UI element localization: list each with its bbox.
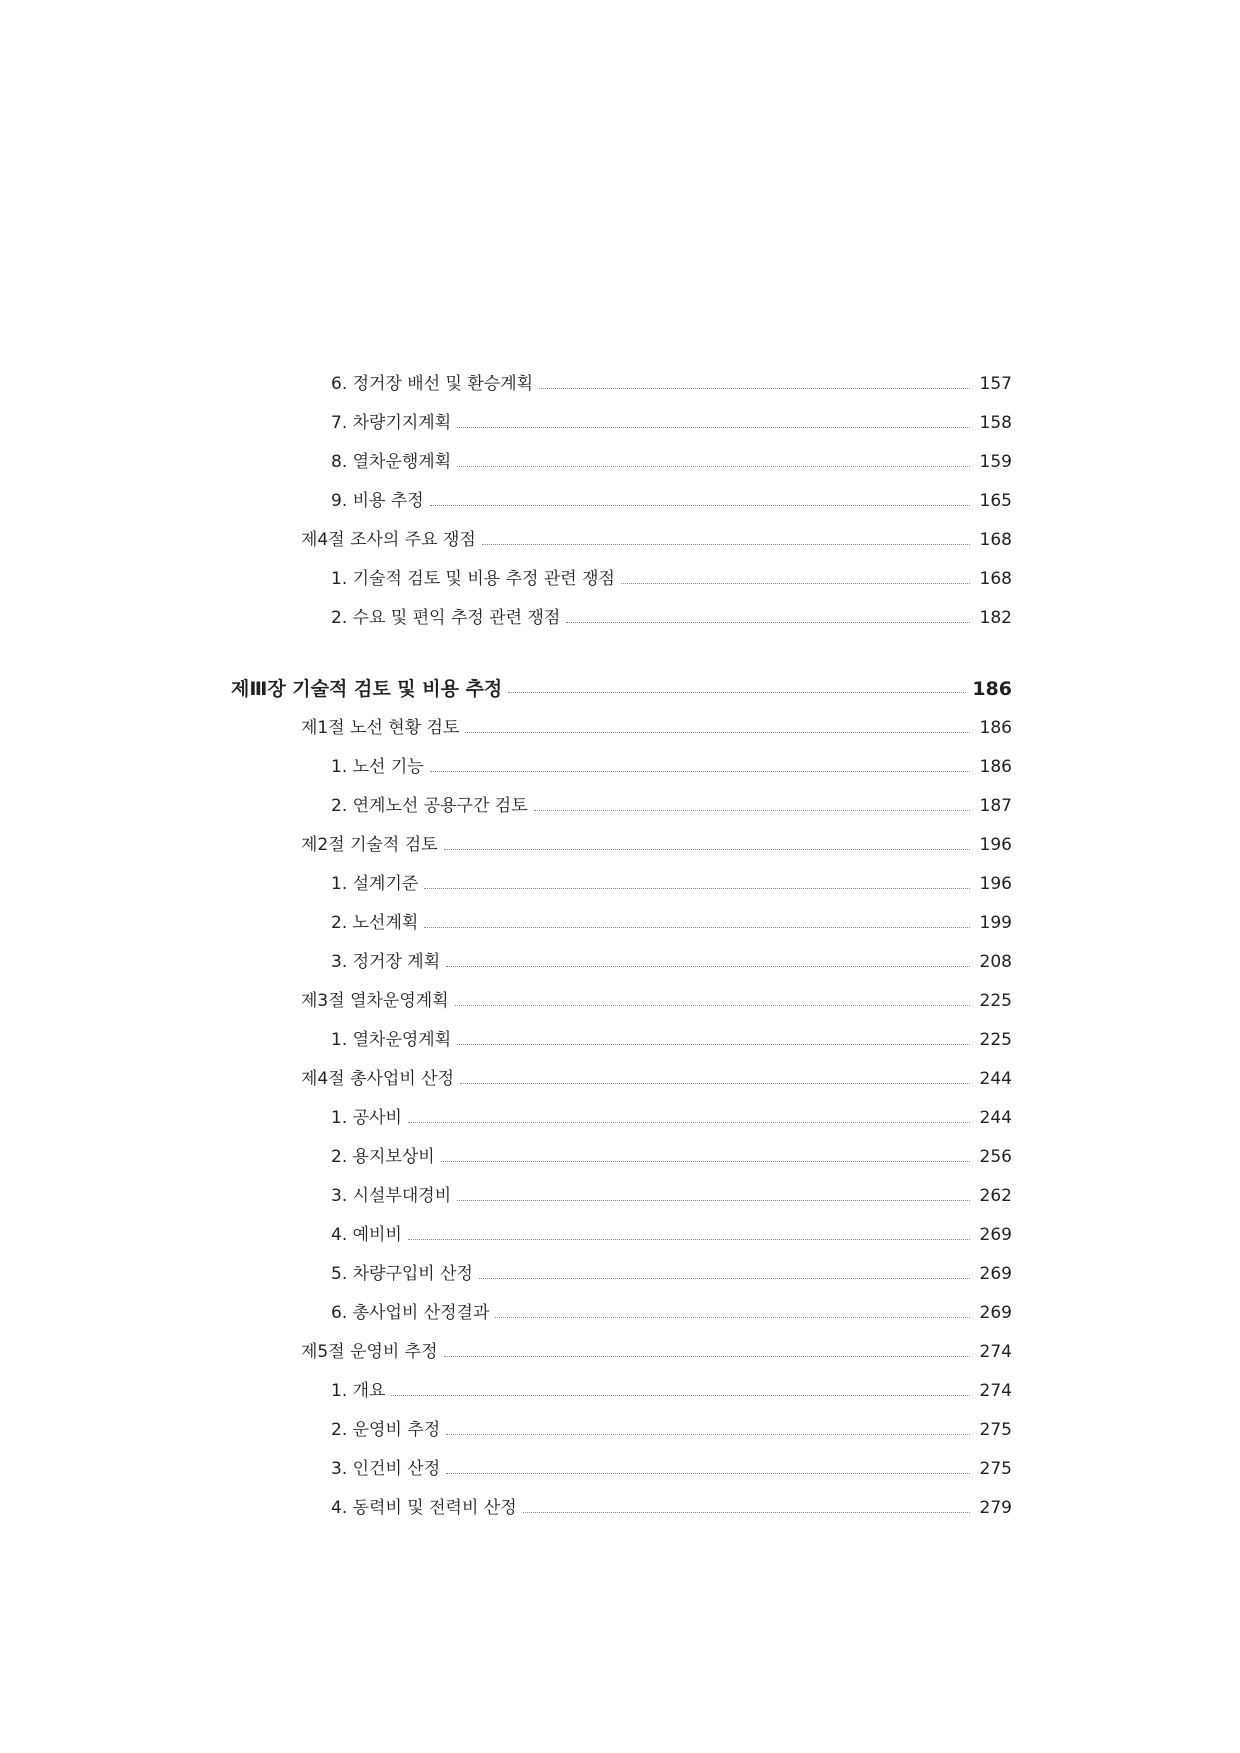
dot-leader xyxy=(465,732,970,733)
toc-entry-page-number: 244 xyxy=(979,1108,1012,1128)
toc-entry-item[interactable] xyxy=(0,855,1240,894)
toc-entry-item[interactable] xyxy=(0,1128,1240,1167)
toc-entry-label: 2. 수요 및 편익 추정 관련 쟁점 xyxy=(331,608,561,628)
toc-entry-section[interactable] xyxy=(0,1323,1240,1362)
toc-entry-page-number: 196 xyxy=(979,835,1012,855)
toc-entry-page-number: 159 xyxy=(979,452,1012,472)
toc-entry-label: 1. 열차운영계획 xyxy=(331,1030,452,1050)
dot-leader xyxy=(408,1239,970,1240)
toc-entry-page-number: 275 xyxy=(979,1420,1012,1440)
toc-entry-item[interactable] xyxy=(0,433,1240,472)
dot-leader xyxy=(523,1512,970,1513)
toc-entry-item[interactable] xyxy=(0,1167,1240,1206)
toc-entry-item[interactable] xyxy=(0,1362,1240,1401)
toc-entry-item[interactable] xyxy=(0,1245,1240,1284)
toc-entry-page-number: 274 xyxy=(979,1342,1012,1362)
dot-leader xyxy=(566,622,970,623)
toc-entry-label: 3. 인건비 산정 xyxy=(331,1459,441,1479)
toc-entry-label: 7. 차량기지계획 xyxy=(331,413,452,433)
dot-leader xyxy=(495,1317,970,1318)
toc-entry-page-number: 225 xyxy=(979,991,1012,1011)
dot-leader xyxy=(424,927,970,928)
toc-entry-label: 제4절 총사업비 산정 xyxy=(301,1069,454,1089)
toc-entry-label: 1. 기술적 검토 및 비용 추정 관련 쟁점 xyxy=(331,569,615,589)
toc-entry-item[interactable] xyxy=(0,777,1240,816)
toc-entry-label: 3. 시설부대경비 xyxy=(331,1186,452,1206)
toc-entry-page-number: 269 xyxy=(979,1225,1012,1245)
toc-entry-item[interactable] xyxy=(0,1440,1240,1479)
toc-entry-item[interactable] xyxy=(0,1011,1240,1050)
toc-entry-label: 5. 차량구입비 산정 xyxy=(331,1264,473,1284)
dot-leader xyxy=(482,544,970,545)
toc-entry-item[interactable] xyxy=(0,355,1240,394)
toc-entry-page-number: 186 xyxy=(972,678,1012,700)
toc-entry-label: 6. 정거장 배선 및 환승계획 xyxy=(331,374,534,394)
toc-entry-page-number: 186 xyxy=(979,757,1012,777)
dot-leader xyxy=(457,1044,970,1045)
toc-entry-page-number: 262 xyxy=(979,1186,1012,1206)
toc-entry-item[interactable] xyxy=(0,1089,1240,1128)
toc-entry-page-number: 158 xyxy=(979,413,1012,433)
toc-entry-section[interactable] xyxy=(0,511,1240,550)
toc-entry-page-number: 182 xyxy=(979,608,1012,628)
dot-leader xyxy=(444,1356,970,1357)
dot-leader xyxy=(430,505,970,506)
dot-leader xyxy=(455,1005,970,1006)
toc-entry-item[interactable] xyxy=(0,472,1240,511)
dot-leader xyxy=(621,583,970,584)
toc-entry-item[interactable] xyxy=(0,1401,1240,1440)
dot-leader xyxy=(539,388,970,389)
toc-entry-page-number: 269 xyxy=(979,1264,1012,1284)
toc-entry-page-number: 275 xyxy=(979,1459,1012,1479)
toc-entry-label: 9. 비용 추정 xyxy=(331,491,424,511)
dot-leader xyxy=(457,1200,970,1201)
dot-leader xyxy=(457,466,970,467)
toc-entry-label: 제1절 노선 현황 검토 xyxy=(301,718,460,738)
dot-leader xyxy=(446,1434,970,1435)
toc-entry-page-number: 225 xyxy=(979,1030,1012,1050)
toc-entry-label: 2. 용지보상비 xyxy=(331,1147,435,1167)
toc-entry-page-number: 279 xyxy=(979,1498,1012,1518)
toc-entry-label: 1. 설계기준 xyxy=(331,874,419,894)
toc-entry-label: 3. 정거장 계획 xyxy=(331,952,441,972)
toc-entry-item[interactable] xyxy=(0,1206,1240,1245)
toc-entry-label: 제Ⅲ장 기술적 검토 및 비용 추정 xyxy=(231,678,503,700)
toc-entry-label: 제5절 운영비 추정 xyxy=(301,1342,438,1362)
toc-entry-item[interactable] xyxy=(0,394,1240,433)
dot-leader xyxy=(460,1083,970,1084)
toc-entry-page-number: 199 xyxy=(979,913,1012,933)
toc-entry-page-number: 165 xyxy=(979,491,1012,511)
toc-entry-page-number: 244 xyxy=(979,1069,1012,1089)
toc-entry-page-number: 274 xyxy=(979,1381,1012,1401)
toc-entry-label: 2. 노선계획 xyxy=(331,913,419,933)
toc-entry-page-number: 196 xyxy=(979,874,1012,894)
toc-entry-page-number: 256 xyxy=(979,1147,1012,1167)
toc-entry-page-number: 186 xyxy=(979,718,1012,738)
toc-entry-label: 1. 공사비 xyxy=(331,1108,402,1128)
dot-leader xyxy=(479,1278,970,1279)
toc-entry-page-number: 157 xyxy=(979,374,1012,394)
toc-entry-chapter[interactable] xyxy=(0,653,1240,699)
toc-entry-page-number: 168 xyxy=(979,569,1012,589)
dot-leader xyxy=(444,849,970,850)
toc-entry-label: 제4절 조사의 주요 쟁점 xyxy=(301,530,476,550)
toc-entry-item[interactable] xyxy=(0,550,1240,589)
toc-entry-section[interactable] xyxy=(0,1050,1240,1089)
toc-entry-label: 제2절 기술적 검토 xyxy=(301,835,438,855)
dot-leader xyxy=(441,1161,970,1162)
toc-entry-label: 6. 총사업비 산정결과 xyxy=(331,1303,490,1323)
dot-leader xyxy=(391,1395,970,1396)
toc-entry-page-number: 168 xyxy=(979,530,1012,550)
toc-entry-label: 2. 운영비 추정 xyxy=(331,1420,441,1440)
toc-entry-label: 1. 개요 xyxy=(331,1381,386,1401)
dot-leader xyxy=(534,810,970,811)
toc-entry-section[interactable] xyxy=(0,699,1240,738)
dot-leader xyxy=(408,1122,970,1123)
toc-entry-item[interactable] xyxy=(0,1479,1240,1518)
dot-leader xyxy=(430,771,970,772)
dot-leader xyxy=(508,692,966,693)
toc-entry-label: 2. 연계노선 공용구간 검토 xyxy=(331,796,528,816)
toc-entry-label: 제3절 열차운영계획 xyxy=(301,991,449,1011)
toc-entry-item[interactable] xyxy=(0,933,1240,972)
table-of-contents xyxy=(0,355,1240,1518)
toc-entry-label: 8. 열차운행계획 xyxy=(331,452,452,472)
toc-entry-item[interactable] xyxy=(0,589,1240,628)
dot-leader xyxy=(446,1473,970,1474)
toc-entry-item[interactable] xyxy=(0,738,1240,777)
toc-entry-item[interactable] xyxy=(0,894,1240,933)
dot-leader xyxy=(424,888,970,889)
toc-entry-label: 4. 동력비 및 전력비 산정 xyxy=(331,1498,517,1518)
toc-entry-label: 1. 노선 기능 xyxy=(331,757,424,777)
toc-entry-page-number: 269 xyxy=(979,1303,1012,1323)
toc-entry-label: 4. 예비비 xyxy=(331,1225,402,1245)
toc-entry-section[interactable] xyxy=(0,816,1240,855)
toc-entry-page-number: 187 xyxy=(979,796,1012,816)
dot-leader xyxy=(446,966,970,967)
toc-entry-item[interactable] xyxy=(0,1284,1240,1323)
toc-entry-page-number: 208 xyxy=(979,952,1012,972)
toc-entry-section[interactable] xyxy=(0,972,1240,1011)
dot-leader xyxy=(457,427,970,428)
